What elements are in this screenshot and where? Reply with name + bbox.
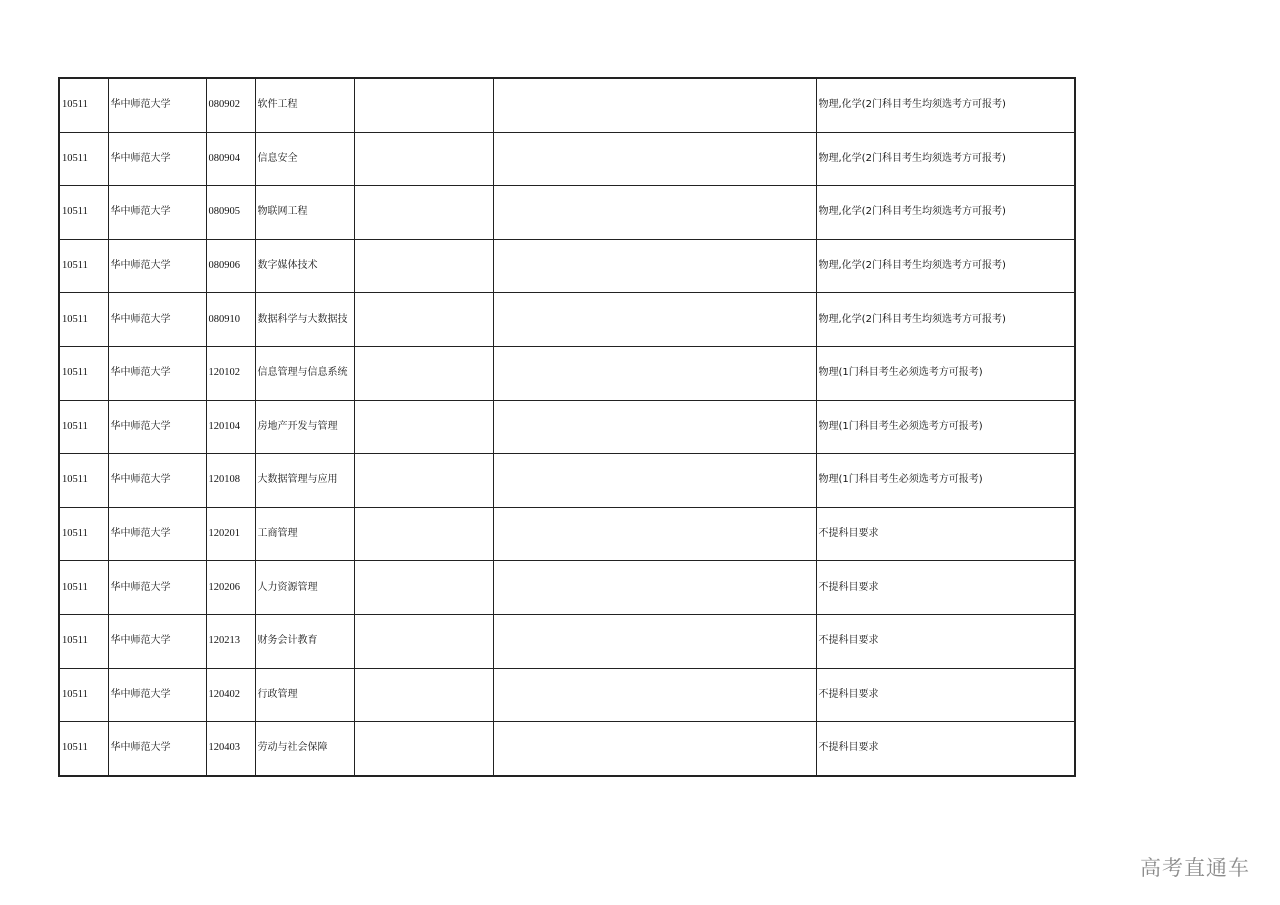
institution-name-cell: 华中师范大学 xyxy=(108,293,206,347)
blank-cell-6 xyxy=(493,132,816,186)
major-name-cell: 大数据管理与应用 xyxy=(255,454,354,508)
subject-requirement-cell: 不提科目要求 xyxy=(816,722,1075,776)
table-row xyxy=(59,507,1075,561)
major-code-cell: 080905 xyxy=(206,186,255,240)
subject-requirement-table xyxy=(58,77,1076,777)
major-name-cell: 人力资源管理 xyxy=(255,561,354,615)
watermark-text: 高考直通车 xyxy=(1140,856,1250,880)
major-code-cell: 120108 xyxy=(206,454,255,508)
major-name-cell: 信息管理与信息系统 xyxy=(255,346,354,400)
blank-cell-5 xyxy=(354,722,493,776)
subject-requirement-cell: 物理,化学(2门科目考生均须选考方可报考) xyxy=(816,186,1075,240)
blank-cell-6 xyxy=(493,239,816,293)
major-code-cell: 120201 xyxy=(206,507,255,561)
blank-cell-5 xyxy=(354,78,493,132)
major-name-cell: 信息安全 xyxy=(255,132,354,186)
blank-cell-5 xyxy=(354,614,493,668)
major-code-cell: 120104 xyxy=(206,400,255,454)
institution-code-cell: 10511 xyxy=(59,561,108,615)
major-code-cell: 120206 xyxy=(206,561,255,615)
blank-cell-5 xyxy=(354,400,493,454)
table-row xyxy=(59,346,1075,400)
major-code-cell: 080904 xyxy=(206,132,255,186)
institution-name-cell: 华中师范大学 xyxy=(108,132,206,186)
table-row xyxy=(59,132,1075,186)
major-name-cell: 劳动与社会保障 xyxy=(255,722,354,776)
blank-cell-5 xyxy=(354,132,493,186)
blank-cell-6 xyxy=(493,186,816,240)
institution-code-cell: 10511 xyxy=(59,293,108,347)
major-name-cell: 数字媒体技术 xyxy=(255,239,354,293)
subject-requirement-cell: 物理(1门科目考生必须选考方可报考) xyxy=(816,400,1075,454)
institution-name-cell: 华中师范大学 xyxy=(108,614,206,668)
blank-cell-5 xyxy=(354,293,493,347)
table-row xyxy=(59,293,1075,347)
major-code-cell: 080902 xyxy=(206,78,255,132)
institution-name-cell: 华中师范大学 xyxy=(108,239,206,293)
blank-cell-6 xyxy=(493,454,816,508)
table-row xyxy=(59,186,1075,240)
blank-cell-5 xyxy=(354,507,493,561)
major-name-cell: 财务会计教育 xyxy=(255,614,354,668)
blank-cell-6 xyxy=(493,561,816,615)
institution-name-cell: 华中师范大学 xyxy=(108,668,206,722)
major-code-cell: 120403 xyxy=(206,722,255,776)
table-row xyxy=(59,722,1075,776)
blank-cell-6 xyxy=(493,507,816,561)
subject-requirement-cell: 不提科目要求 xyxy=(816,614,1075,668)
major-name-cell: 工商管理 xyxy=(255,507,354,561)
subject-requirement-cell: 不提科目要求 xyxy=(816,561,1075,615)
institution-name-cell: 华中师范大学 xyxy=(108,78,206,132)
institution-code-cell: 10511 xyxy=(59,722,108,776)
institution-code-cell: 10511 xyxy=(59,400,108,454)
major-code-cell: 080906 xyxy=(206,239,255,293)
institution-code-cell: 10511 xyxy=(59,132,108,186)
blank-cell-6 xyxy=(493,668,816,722)
institution-code-cell: 10511 xyxy=(59,346,108,400)
institution-name-cell: 华中师范大学 xyxy=(108,561,206,615)
major-name-cell: 物联网工程 xyxy=(255,186,354,240)
table-body xyxy=(59,78,1075,776)
subject-requirement-cell: 物理,化学(2门科目考生均须选考方可报考) xyxy=(816,293,1075,347)
table-row xyxy=(59,561,1075,615)
blank-cell-5 xyxy=(354,346,493,400)
major-name-cell: 行政管理 xyxy=(255,668,354,722)
blank-cell-6 xyxy=(493,78,816,132)
blank-cell-6 xyxy=(493,293,816,347)
blank-cell-5 xyxy=(354,186,493,240)
institution-name-cell: 华中师范大学 xyxy=(108,346,206,400)
institution-name-cell: 华中师范大学 xyxy=(108,722,206,776)
blank-cell-6 xyxy=(493,614,816,668)
blank-cell-6 xyxy=(493,400,816,454)
subject-requirement-cell: 物理,化学(2门科目考生均须选考方可报考) xyxy=(816,132,1075,186)
blank-cell-6 xyxy=(493,346,816,400)
major-code-cell: 120213 xyxy=(206,614,255,668)
major-code-cell: 080910 xyxy=(206,293,255,347)
institution-name-cell: 华中师范大学 xyxy=(108,507,206,561)
subject-requirement-cell: 不提科目要求 xyxy=(816,507,1075,561)
subject-requirement-cell: 物理,化学(2门科目考生均须选考方可报考) xyxy=(816,239,1075,293)
institution-code-cell: 10511 xyxy=(59,78,108,132)
table-row xyxy=(59,454,1075,508)
institution-code-cell: 10511 xyxy=(59,186,108,240)
blank-cell-6 xyxy=(493,722,816,776)
institution-code-cell: 10511 xyxy=(59,454,108,508)
institution-name-cell: 华中师范大学 xyxy=(108,186,206,240)
subject-requirement-cell: 物理(1门科目考生必须选考方可报考) xyxy=(816,454,1075,508)
table-row xyxy=(59,668,1075,722)
table-row xyxy=(59,239,1075,293)
institution-code-cell: 10511 xyxy=(59,507,108,561)
subject-requirement-cell: 物理,化学(2门科目考生均须选考方可报考) xyxy=(816,78,1075,132)
subject-requirement-cell: 物理(1门科目考生必须选考方可报考) xyxy=(816,346,1075,400)
institution-name-cell: 华中师范大学 xyxy=(108,454,206,508)
blank-cell-5 xyxy=(354,561,493,615)
blank-cell-5 xyxy=(354,454,493,508)
major-code-cell: 120402 xyxy=(206,668,255,722)
table-row xyxy=(59,78,1075,132)
blank-cell-5 xyxy=(354,668,493,722)
blank-cell-5 xyxy=(354,239,493,293)
major-name-cell: 数据科学与大数据技 xyxy=(255,293,354,347)
major-name-cell: 房地产开发与管理 xyxy=(255,400,354,454)
table-row xyxy=(59,400,1075,454)
institution-code-cell: 10511 xyxy=(59,668,108,722)
institution-code-cell: 10511 xyxy=(59,614,108,668)
major-code-cell: 120102 xyxy=(206,346,255,400)
table-row xyxy=(59,614,1075,668)
major-name-cell: 软件工程 xyxy=(255,78,354,132)
subject-requirement-cell: 不提科目要求 xyxy=(816,668,1075,722)
institution-name-cell: 华中师范大学 xyxy=(108,400,206,454)
institution-code-cell: 10511 xyxy=(59,239,108,293)
